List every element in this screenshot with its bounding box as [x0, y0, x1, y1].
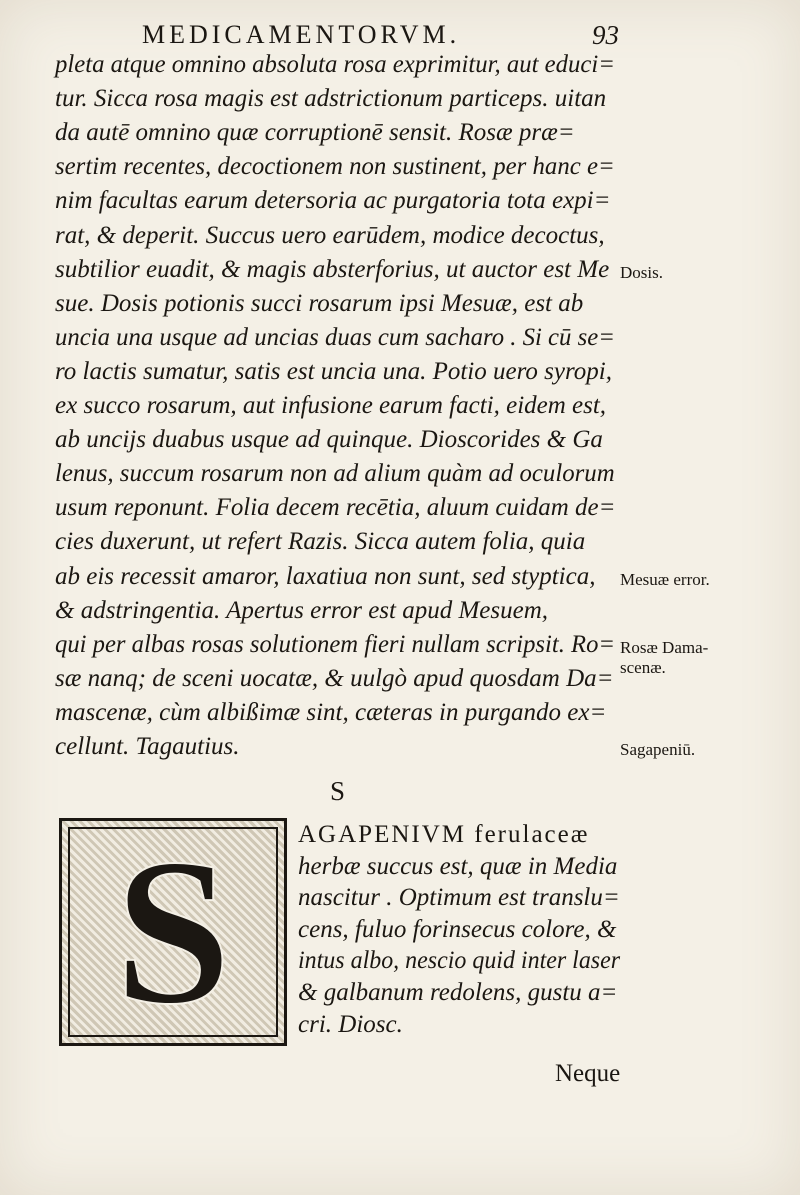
margin-note-line: scenæ.: [620, 657, 666, 677]
text-line: ab uncijs duabus usque ad quinque. Dioscorides & Ga: [55, 426, 603, 454]
text-line: uncia una usque ad uncias duas cum sacharo . Si cū se=: [55, 323, 615, 351]
decorated-initial: [59, 818, 287, 1046]
text-line: ro lactis sumatur, satis est uncia una. Potio uero syropi,: [55, 357, 612, 385]
text-line: da autē omnino quæ corruptionē sensit. Rosæ præ=: [55, 119, 575, 147]
text-line: nascitur . Optimum est translu=: [298, 884, 620, 912]
text-line: lenus, succum rosarum non ad alium quàm ad oculorum: [55, 460, 615, 488]
margin-note: [620, 570, 710, 590]
text-line: qui per albas rosas solutionem fieri nullam scripsit. Ro=: [55, 630, 616, 658]
text-line: cellunt. Tagautius.: [55, 733, 240, 760]
text-line: & galbanum redolens, gustu a=: [298, 979, 618, 1006]
text-line: subtilior euadit, & magis absterforius, ut auctor est Me: [55, 255, 610, 283]
text-line: ab eis recessit amaror, laxatiua non sunt, sed styptica,: [55, 562, 596, 590]
text-line: sue. Dosis potionis succi rosarum ipsi Mesuæ, est ab: [55, 289, 584, 317]
text-line: cies duxerunt, ut refert Razis. Sicca autem folia, quia: [55, 528, 586, 556]
text-line: cri. Diosc.: [298, 1010, 403, 1038]
text-line: AGAPENIVM ferulaceæ: [298, 821, 590, 848]
text-line: pleta atque omnino absoluta rosa exprimitur, aut educi=: [55, 51, 615, 78]
margin-note-line: Sagapeniū.: [620, 740, 696, 759]
running-title: MEDICAMENTORVM.: [142, 20, 461, 49]
text-line: tur. Sicca rosa magis est adstrictionum particeps. uitan: [55, 85, 607, 113]
catchword: Neque: [555, 1060, 621, 1087]
margin-note-line: Mesuæ error.: [620, 569, 710, 589]
running-header: [142, 20, 619, 50]
text-line: sæ nanq; de sceni uocatæ, & uulgò apud quosdam Da=: [55, 664, 614, 692]
section-heading-letter: S: [330, 776, 346, 806]
initial-letter: S: [114, 816, 232, 1048]
margin-note: [620, 638, 708, 678]
margin-note: [620, 740, 695, 760]
page-number: 93: [592, 20, 619, 50]
text-line: rat, & deperit. Succus uero earūdem, modice decoctus,: [55, 221, 605, 249]
text-line: sertim recentes, decoctionem non sustinent, per hanc e=: [55, 153, 615, 181]
margin-note: [620, 263, 663, 283]
text-line: nim facultas earum detersoria ac purgatoria tota expi=: [55, 187, 611, 215]
text-line: usum reponunt. Folia decem recētia, aluum cuidam de=: [55, 494, 616, 522]
text-line: intus albo, nescio quid inter laser: [298, 947, 621, 975]
text-line: herbæ succus est, quæ in Media: [298, 852, 618, 880]
initial-frame: [68, 816, 278, 1048]
text-line: cens, fuluo forinsecus colore, &: [298, 915, 617, 943]
margin-note-line: Dosis.: [620, 262, 663, 282]
text-line: mascenæ, cùm albißimæ sint, cæteras in purgando ex=: [55, 698, 607, 726]
text-line: & adstringentia. Apertus error est apud Mesuem,: [55, 596, 549, 624]
text-line: ex succo rosarum, aut infusione earum facti, eidem est,: [55, 392, 607, 419]
margin-note-line: Rosæ Dama-: [620, 637, 709, 657]
